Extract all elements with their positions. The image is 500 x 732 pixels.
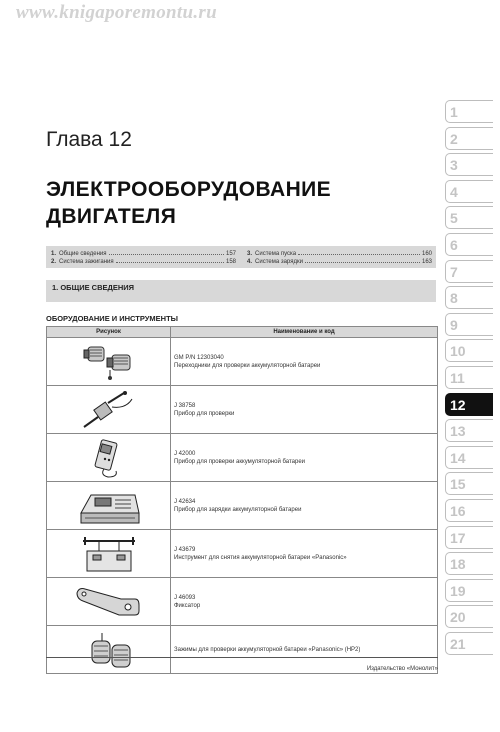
section-heading: 1. ОБЩИЕ СВЕДЕНИЯ [52, 283, 135, 292]
description-cell [171, 386, 438, 434]
table-row [47, 482, 438, 530]
tool-name: Прибор для проверки [174, 410, 235, 417]
figure-cell [47, 338, 171, 386]
tool-name: Прибор для проверки аккумуляторной батареи [174, 458, 306, 465]
figure-cell [47, 530, 171, 578]
equipment-subheading: ОБОРУДОВАНИЕ И ИНСТРУМЕНТЫ [46, 314, 179, 323]
table-of-contents [46, 246, 436, 268]
chapter-tab-8[interactable]: 8 [445, 286, 493, 309]
tool-name: Инструмент для снятия аккумуляторной батареи «Panasonic» [174, 554, 347, 561]
toc-item[interactable] [247, 258, 432, 265]
toc-item-page: 160 [421, 251, 432, 257]
chapter-tab-19[interactable]: 19 [445, 579, 493, 602]
toc-dots [298, 250, 420, 255]
toc-item-label: Система зажигания [59, 259, 114, 265]
table-row [47, 434, 438, 482]
toc-item[interactable] [247, 250, 432, 257]
chapter-tab-11[interactable]: 11 [445, 366, 493, 389]
chapter-tab-3[interactable]: 3 [445, 153, 493, 176]
chapter-tab-10[interactable]: 10 [445, 339, 493, 362]
description-cell [171, 530, 438, 578]
watermark: www.knigaporemontu.ru [16, 2, 217, 23]
chapter-tabs [445, 100, 493, 658]
tool-code: J 42634 [174, 498, 196, 505]
description-cell [171, 578, 438, 626]
chapter-heading: Глава 12 [46, 128, 132, 151]
column-header-name: Наименование и код [171, 327, 438, 338]
toc-item-number: 2. [51, 259, 57, 265]
chapter-tab-7[interactable]: 7 [445, 260, 493, 283]
tool-code: GM P/N 12303040 [174, 354, 224, 361]
chapter-tab-1[interactable]: 1 [445, 100, 493, 123]
toc-item-page: 157 [225, 251, 236, 257]
toc-item-number: 1. [51, 251, 57, 257]
chapter-tab-16[interactable]: 16 [445, 499, 493, 522]
equipment-table [46, 326, 438, 674]
chapter-tab-21[interactable]: 21 [445, 632, 493, 655]
description-cell [171, 434, 438, 482]
chapter-tab-5[interactable]: 5 [445, 206, 493, 229]
toc-item-number: 3. [247, 251, 253, 257]
publisher-credit: Издательство «Монолит» [366, 666, 438, 672]
section-heading-bar [46, 280, 436, 302]
chapter-tab-14[interactable]: 14 [445, 446, 493, 469]
chapter-tab-12-active[interactable]: 12 [445, 393, 493, 416]
toc-item-page: 158 [225, 259, 236, 265]
chapter-tab-6[interactable]: 6 [445, 233, 493, 256]
retainer-bracket-icon [69, 581, 149, 623]
tool-name: Прибор для зарядки аккумуляторной батареи [174, 506, 302, 513]
title-line-1: ЭЛЕКТРООБОРУДОВАНИЕ [46, 178, 332, 201]
toc-item-label: Общие сведения [59, 251, 107, 257]
battery-charger-icon [69, 485, 149, 527]
battery-removal-tool-icon [69, 533, 149, 575]
chapter-tab-18[interactable]: 18 [445, 552, 493, 575]
table-row [47, 530, 438, 578]
chapter-tab-2[interactable]: 2 [445, 127, 493, 150]
figure-cell [47, 434, 171, 482]
figure-cell [47, 578, 171, 626]
column-header-figure: Рисунок [47, 327, 171, 338]
toc-item[interactable] [51, 258, 236, 265]
tool-name: Переходники для проверки аккумуляторной батареи [174, 362, 321, 369]
description-cell [171, 482, 438, 530]
tool-code: J 46093 [174, 594, 196, 601]
test-probe-icon [74, 389, 144, 431]
tool-name: Зажимы для проверки аккумуляторной батареи «Panasonic» (HP2) [174, 646, 361, 653]
toc-item[interactable] [51, 250, 236, 257]
chapter-tab-13[interactable]: 13 [445, 419, 493, 442]
tool-code: J 42000 [174, 450, 196, 457]
table-row [47, 578, 438, 626]
chapter-tab-9[interactable]: 9 [445, 313, 493, 336]
tool-code: J 38758 [174, 402, 196, 409]
page-title [46, 176, 331, 230]
title-line-2: ДВИГАТЕЛЯ [46, 205, 177, 228]
toc-item-label: Система пуска [255, 251, 297, 257]
toc-item-label: Система зарядки [255, 259, 303, 265]
chapter-tab-17[interactable]: 17 [445, 526, 493, 549]
tool-name: Фиксатор [174, 602, 201, 609]
chapter-tab-20[interactable]: 20 [445, 605, 493, 628]
toc-item-page: 163 [421, 259, 432, 265]
table-row [47, 386, 438, 434]
battery-adapters-icon [74, 341, 144, 383]
tool-code: J 43679 [174, 546, 196, 553]
battery-tester-icon [74, 437, 144, 479]
chapter-tab-15[interactable]: 15 [445, 472, 493, 495]
footer-divider [46, 657, 438, 658]
figure-cell [47, 386, 171, 434]
test-clamps-icon [74, 629, 144, 671]
chapter-tab-4[interactable]: 4 [445, 180, 493, 203]
description-cell [171, 338, 438, 386]
toc-item-number: 4. [247, 259, 253, 265]
toc-dots [109, 250, 224, 255]
table-row [47, 338, 438, 386]
toc-dots [116, 258, 224, 263]
toc-dots [305, 258, 420, 263]
figure-cell [47, 482, 171, 530]
